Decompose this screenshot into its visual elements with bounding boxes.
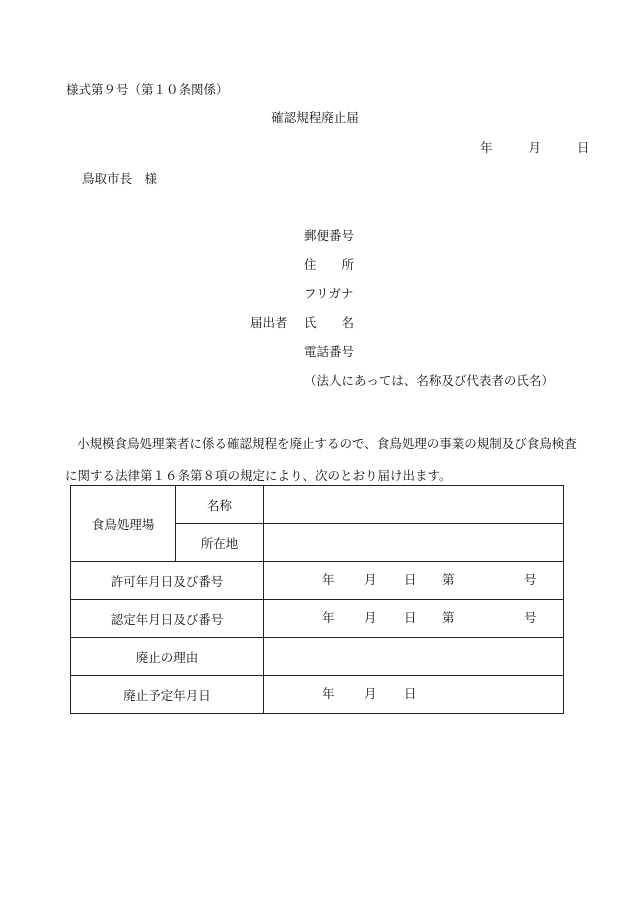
address-label: 住 所 (304, 257, 355, 272)
form-number: 様式第９号（第１０条関係） (66, 82, 229, 97)
certification-dai: 第 (442, 610, 455, 625)
certification-go: 号 (524, 610, 537, 625)
table-row (71, 562, 564, 600)
reason-field[interactable] (264, 638, 564, 676)
postal-code-label: 郵便番号 (304, 228, 355, 243)
permit-label: 許可年月日及び番号 (71, 562, 264, 600)
permit-month: 月 (364, 572, 377, 587)
certification-month: 月 (364, 610, 377, 625)
planned-month: 月 (364, 686, 377, 701)
document-title: 確認規程廃止届 (271, 110, 359, 125)
applicant-role-label: 届出者 (250, 315, 288, 330)
addressee: 鳥取市長 様 (82, 171, 158, 186)
table-row (71, 638, 564, 676)
date-month-label: 月 (528, 140, 541, 155)
body-paragraph: 小規模食鳥処理業者に係る確認規程を廃止するので、食鳥処理の事業の規制及び食鳥検査に関する法律第１６条第８項の規定により、次のとおり届け出ます。 (65, 436, 577, 483)
furigana-label: フリガナ (304, 286, 354, 301)
table-row (71, 600, 564, 638)
planned-day: 日 (404, 686, 417, 701)
reason-label: 廃止の理由 (71, 638, 264, 676)
certification-label: 認定年月日及び番号 (71, 600, 264, 638)
facility-name-label: 名称 (176, 486, 264, 524)
permit-dai: 第 (442, 572, 455, 587)
permit-year: 年 (322, 572, 335, 587)
facility-label: 食鳥処理場 (71, 486, 176, 562)
certification-day: 日 (404, 610, 417, 625)
permit-date-number-field[interactable] (264, 562, 564, 600)
certification-date-number-field[interactable] (264, 600, 564, 638)
permit-go: 号 (524, 572, 537, 587)
planned-date-label: 廃止予定年月日 (71, 676, 264, 714)
details-table (70, 485, 564, 714)
planned-date-field[interactable] (264, 676, 564, 714)
table-row (71, 676, 564, 714)
facility-name-field[interactable] (264, 486, 564, 524)
date-day-label: 日 (576, 140, 590, 155)
phone-label: 電話番号 (304, 344, 355, 359)
submission-date (480, 142, 589, 155)
facility-location-field[interactable] (264, 524, 564, 562)
permit-day: 日 (404, 572, 417, 587)
name-label: 氏 名 (304, 315, 355, 330)
planned-year: 年 (322, 686, 335, 701)
date-year-label: 年 (480, 140, 493, 155)
table-row (71, 486, 564, 524)
corporation-note: （法人にあっては、名称及び代表者の氏名） (304, 373, 554, 388)
facility-location-label: 所在地 (176, 524, 264, 562)
certification-year: 年 (322, 610, 335, 625)
